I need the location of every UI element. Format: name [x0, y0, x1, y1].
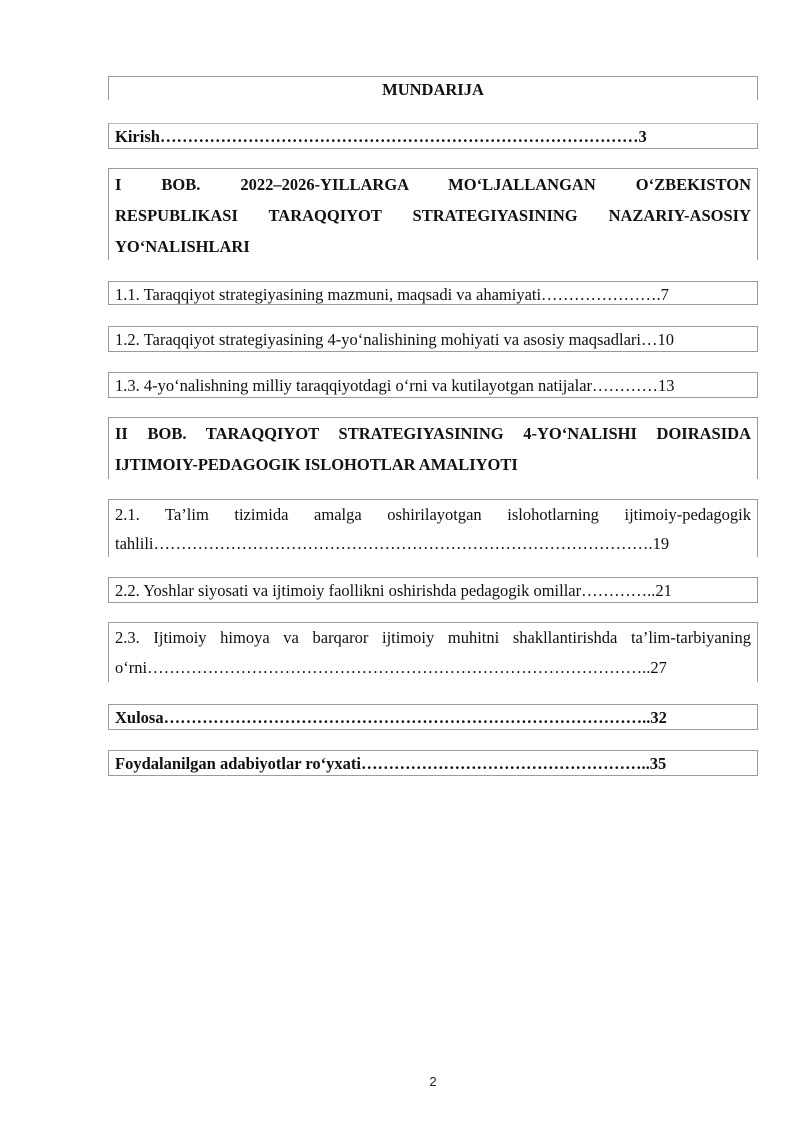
toc-chapter-2-title-line2: IJTIMOIY-PEDAGOGIK ISLOHOTLAR AMALIYOTI	[115, 455, 518, 474]
toc-entry-2-3-line2: o‘rni………………………………………………………………………………..27	[115, 658, 667, 677]
toc-entry-2-2-text: 2.2. Yoshlar siyosati va ijtimoiy faollikni oshirishda pedagogik omillar…………..21	[115, 581, 672, 600]
toc-chapter-1-title-line1: I BOB. 2022–2026-YILLARGA MO‘LJALLANGAN O‘ZBEKISTON	[115, 175, 751, 194]
toc-entry-intro-label: Kirish	[115, 127, 160, 146]
toc-entry-references-text: Foydalanilgan adabiyotlar ro‘yxati……………………………………………..35	[115, 754, 667, 773]
toc-entry-2-1-line2: tahlili……………………………………………………………………………….19	[115, 534, 670, 553]
toc-chapter-1-title-line3: YO‘NALISHLARI	[115, 237, 250, 256]
toc-entry-1-2[interactable]	[108, 326, 758, 352]
toc-chapter-2[interactable]	[108, 417, 758, 479]
toc-entry-1-3-text: 1.3. 4-yo‘nalishning milliy taraqqiyotdagi o‘rni va kutilayotgan natijalar…………13	[115, 376, 675, 395]
toc-chapter-1[interactable]	[108, 168, 758, 260]
toc-entry-1-1-text: 1.1. Taraqqiyot strategiyasining mazmuni, maqsadi va ahamiyati………………….7	[115, 285, 669, 304]
toc-entry-2-1-line1: 2.1. Ta’lim tizimida amalga oshirilayotgan islohotlarning ijtimoiy-pedagogik	[115, 505, 751, 524]
toc-entry-intro-dots: ……………………………………………………………………………	[159, 127, 639, 146]
toc-entry-intro-page: 3	[638, 127, 647, 146]
toc-entry-intro[interactable]	[108, 123, 758, 149]
toc-chapter-2-title-line1: II BOB. TARAQQIYOT STRATEGIYASINING 4-YO‘NALISHI DOIRASIDA	[115, 424, 751, 443]
toc-entry-2-3[interactable]	[108, 622, 758, 682]
page-number: 2	[429, 1074, 437, 1089]
toc-entry-conclusion[interactable]	[108, 704, 758, 730]
toc-chapter-1-title-line2: RESPUBLIKASI TARAQQIYOT STRATEGIYASINING NAZARIY-ASOSIY	[115, 206, 751, 225]
toc-entry-references[interactable]	[108, 750, 758, 776]
toc-entry-2-3-line1: 2.3. Ijtimoiy himoya va barqaror ijtimoiy muhitni shakllantirishda ta’lim-tarbiyaning	[115, 628, 751, 647]
toc-entry-1-3[interactable]	[108, 372, 758, 398]
toc-entry-2-1[interactable]	[108, 499, 758, 557]
toc-entry-1-2-text: 1.2. Taraqqiyot strategiyasining 4-yo‘nalishining mohiyati va asosiy maqsadlari…10	[115, 330, 674, 349]
toc-heading: MUNDARIJA	[382, 80, 484, 99]
toc-entry-1-1[interactable]	[108, 281, 758, 305]
toc-heading-box	[108, 76, 758, 100]
toc-entry-conclusion-text: Xulosa……………………………………………………………………………..32	[115, 708, 667, 727]
toc-entry-2-2[interactable]	[108, 577, 758, 603]
